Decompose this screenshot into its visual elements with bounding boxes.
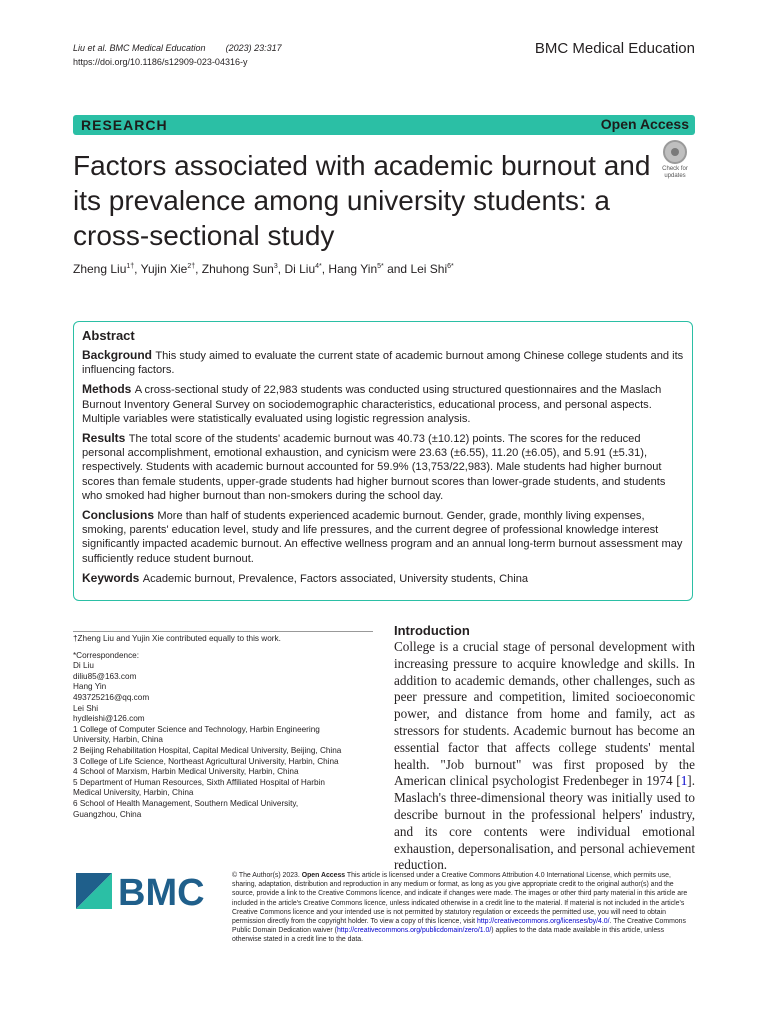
bmc-logo [76,873,216,909]
author[interactable]: Yujin Xie$^{2\dagger}$ [140,262,196,276]
correspondent-name: Di Liu [73,661,94,671]
check-updates-text: Check for updates [662,166,688,179]
license-link[interactable]: http://creativecommons.org/licenses/by/4.0/ [476,918,610,926]
introduction-section [394,623,695,874]
abstract-methods: Methods A cross-sectional study of 22,983 students was conducted using structured questionnaires and the Maslach Burnout Inventory General Survey on sociodemographic characteristics, educational process, and personal aspects. Multiple variables were statistically evaluated using logistic regression analysis. [82,382,662,425]
check-updates-icon [663,140,687,164]
citation-authors: Liu et al. BMC Medical Education [73,43,206,53]
correspondent-name: Hang Yin [73,682,107,692]
affiliation: University, Harbin, China [73,735,163,745]
journal-name: BMC Medical Education [534,40,695,57]
footnotes [73,631,373,820]
abstract-box [73,321,693,601]
author-list: Zheng Liu$^{1\dagger}$, Yujin Xie$^{2\dagger}$, Zhuhong Sun$^3$, Di Liu$^{4*}$, Hang Yin$^{5*}$ and Lei Shi$^{6*}$ [73,262,454,276]
author[interactable]: Lei Shi$^{6*}$ [410,262,454,276]
bmc-logo-text: BMC [118,873,205,909]
affiliation: 1 College of Computer Science and Technology, Harbin Engineering [73,724,320,734]
article-type-label: RESEARCH [81,117,168,133]
correspondence-label: *Correspondence: [73,650,139,660]
author[interactable]: Zhuhong Sun$^3$ [201,262,278,276]
open-access-label: Open Access [600,116,689,132]
footnote-divider [73,631,373,632]
check-for-updates-badge[interactable] [655,140,695,182]
affiliation: 2 Beijing Rehabilitation Hospital, Capital Medical University, Beijing, China [73,745,342,755]
abstract-keywords: Keywords Academic burnout, Prevalence, Factors associated, University students, China [82,570,529,585]
doi-link[interactable]: https://doi.org/10.1186/s12909-023-04316-y [73,57,248,67]
author[interactable]: Di Liu$^{4*}$ [284,262,322,276]
affiliation: Guangzhou, China [73,809,142,819]
affiliation: 3 College of Life Science, Northeast Agricultural University, Harbin, China [73,756,339,766]
equal-contribution-note: †Zheng Liu and Yujin Xie contributed equally to this work. [73,634,281,643]
correspondent-email[interactable]: hydleishi@126.com [73,714,145,724]
affiliation: Medical University, Harbin, China [73,788,194,798]
abstract-heading: Abstract [82,328,135,343]
abstract-results: Results The total score of the students' academic burnout was 40.73 (±10.12) points. The scores for the reduced personal accomplishment, emotional exhaustion, and cynicism were 23.63 (±6.55), 11.20 (±6.05), and 5.91 (±5.31), respectively. Students with academic burnout accounted for 59.9% (13,753/22,983). Male students had higher burnout scores than female students, upper-grade students had higher burnout scores than lower-grade students, and students who smoked had higher burnout than non-smokers during the school day. [82,431,666,502]
introduction-heading: Introduction [394,623,470,638]
correspondent-email[interactable]: 493725216@qq.com [73,692,150,702]
article-type-banner [73,115,695,135]
article-title: Factors associated with academic burnout and its prevalence among university students: a cross-sectional study [73,150,651,251]
citation-year: (2023) 23:317 [225,43,282,53]
bmc-logo-mark [76,873,216,909]
public-domain-link[interactable]: http://creativecommons.org/publicdomain/zero/1.0/ [336,927,492,935]
correspondent-name: Lei Shi [73,703,99,713]
license-text: © The Author(s) 2023. Open Access This article is licensed under a Creative Commons Attribution 4.0 International License, which permits use, sharing, adaptation, distribution and reproduction in any medium or format, as long as you give appropriate credit to the original author(s) and the source, provide a link to the Creative Commons licence, and indicate if changes were made. The images or other third party material in this article are included in the article's Creative Commons licence, unless indicated otherwise in a credit line to the material. If material is not included in the article's Creative Commons licence and your intended use is not permitted by statutory regulation or exceeds the permitted use, you will need to obtain permission directly from the copyright holder. To view a copy of this licence, visit http://creativecommons.org/licenses/by/4.0/. The Creative Commons Public Domain Dedication waiver (http://creativecommons.org/publicdomain/zero/1.0/) applies to the data made available in this article, unless otherwise stated in a credit line to the data. [232,872,688,944]
affiliation: 4 School of Marxism, Harbin Medical University, Harbin, China [73,767,299,777]
affiliation: 5 Department of Human Resources, Sixth Affiliated Hospital of Harbin [73,777,325,787]
author[interactable]: Zheng Liu$^{1\dagger}$ [73,262,135,276]
affiliation: 6 School of Health Management, Southern Medical University, [73,798,299,808]
reference-link[interactable]: 1 [680,773,688,789]
correspondent-email[interactable]: diliu85@163.com [73,671,137,681]
citation-header [73,41,282,69]
abstract-conclusions: Conclusions More than half of students experienced academic burnout. Gender, grade, monthly living expenses, smoking, parents' education level, study and life pressures, and the current degree of professional knowledge interest significantly impacted academic burnout. An effective wellness program and an annual long-term burnout assessment may sufficiently reduce student burnout. [82,508,683,565]
introduction-text: College is a crucial stage of personal development with increasing pressure to acquire knowledge and skills. In addition to academic demands, other challenges, such as peer pressure and competition, limited socioeconomic power, and distance from home and family, act as stressors for students. Academic burnout has become an essential factor that affects college students' mental health. "Job burnout" was first proposed by the American clinical psychologist Fredenbeger in 1974 [1]. Maslach's three-dimensional theory was initially used to describe burnout in the professional helpers' industry, and its core contents were individual emotional exhaustion, depersonalisation, and personal achievement reduction. [394,639,695,873]
abstract-background: Background This study aimed to evaluate the current state of academic burnout among Chinese college students and its influencing factors. [82,348,684,377]
author[interactable]: Hang Yin$^{5*}$ [328,262,384,276]
